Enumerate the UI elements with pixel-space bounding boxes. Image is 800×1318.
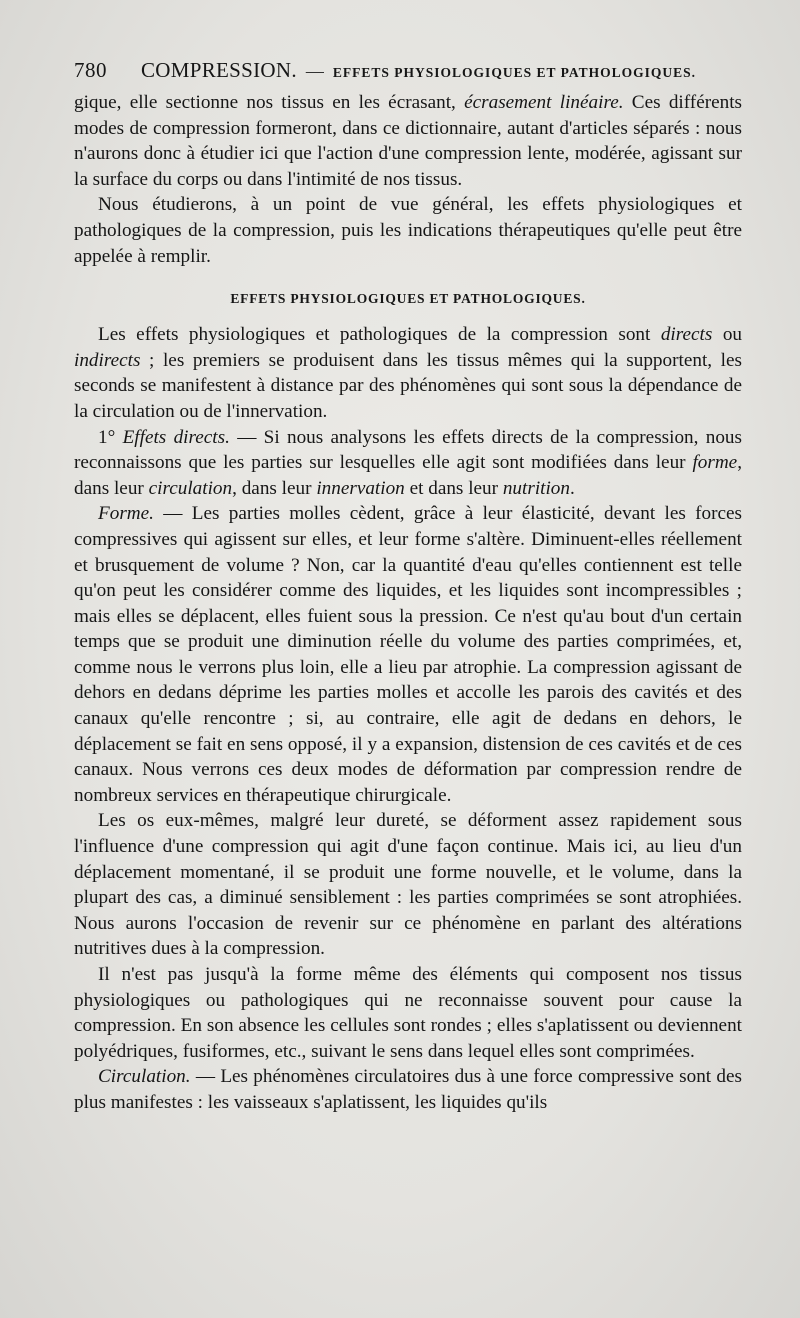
paragraph-4-text-k: . — [570, 477, 575, 499]
emphasis-forme: forme — [692, 452, 738, 474]
page-body — [74, 90, 742, 1116]
subheading-effets-directs: Effets directs. — [122, 426, 230, 448]
running-header — [74, 58, 742, 83]
paragraph-4-number: 1° — [98, 426, 123, 448]
page-number: 780 — [74, 58, 107, 82]
paragraph-1-emphasis: écrasement linéaire. — [464, 92, 624, 113]
paragraph-1-text-c: Ces différents modes de compression formeront, dans ce dictionnaire, autant d'articles séparés : nous n'aurons donc à étudier ici que l'action d'une compression lente, modérée, agissant sur la surface du corps ou dans l'intimité de nos tissus. — [74, 92, 743, 190]
paragraph-4-text-g: , dans leur — [232, 477, 317, 499]
paragraph-3-text-a: Les effets physiologiques et pathologiques de la compression sont — [98, 324, 661, 346]
header-section: EFFETS PHYSIOLOGIQUES ET PATHOLOGIQUES. — [332, 65, 696, 80]
subheading-circulation: Circulation. — [98, 1066, 191, 1088]
running-title: COMPRESSION. — [141, 58, 297, 82]
paragraph-5-text: — Les parties molles cèdent, grâce à leur élasticité, devant les forces compressives qui agissent sur elles, et leur forme s'altère. Diminuent-elles réellement et brusquement de volume ? Non, car la quantité d'eau qu'elles contiennent est telle qu'on peut les considérer comme des liquides, et les liquides sont incompressibles ; mais elles se déplacent, elles fuient sous la pression. Ce n'est qu'au bout d'un certain temps que se produit une diminution réelle du volume des parties comprimées, et, comme nous le verrons plus loin, elle a lieu par atrophie. La compression agissant de dehors en dedans déprime les parties molles et accolle les parois des cavités et des canaux qu'elle rencontre ; si, au contraire, elle agit de dedans en dehors, le déplacement se fait en sens opposé, il y a expansion, distension de ces cavités et de ces canaux. Nous verrons ces deux modes de déformation par compression rendre de nombreux services en thérapeutique chirurgicale. — [74, 503, 742, 806]
paragraph-4-text-i: et dans leur — [404, 477, 503, 499]
subheading-forme: Forme. — [98, 503, 154, 525]
paragraph-6: Les os eux-mêmes, malgré leur dureté, se déforment assez rapidement sous l'influence d'une compression qui agit d'une façon continue. Mais ici, au lieu d'un déplacement momentané, il se produit une forme nouvelle, et le volume, dans la plupart des cas, a diminué sensiblement : les parties comprimées se sont atrophiées. Nous aurons l'occasion de revenir sur ce phénomène en parlant des altérations nutritives dues à la compression. — [74, 810, 742, 960]
paragraph-3-text-e: ; les premiers se produisent dans les tissus mêmes qui la supportent, les seconds se manifestent à distance par des phénomènes qui sont sous la dépendance de la circulation ou de l'innervation. — [74, 349, 742, 422]
paragraph-3-emphasis-directs: directs — [660, 324, 713, 346]
paragraph-4-text-c: — Si nous analysons les effets directs de la compression, nous reconnaissons que les parties sur lesquelles elle agit sont modifiées dans leur — [74, 426, 742, 474]
paragraph-4-text-e: , dans leur — [74, 452, 742, 499]
paragraph-1 — [74, 90, 742, 192]
paragraph-1-text-a: gique, elle sectionne nos tissus en les écrasant, — [74, 92, 465, 113]
paragraph-8-text: — Les phénomènes circulatoires dus à une force compressive sont des plus manifestes : les vaisseaux s'aplatissent, les liquides qu'ils — [74, 1066, 742, 1113]
paragraph-4 — [74, 425, 742, 502]
header-dash: — — [305, 61, 324, 81]
section-heading: EFFETS PHYSIOLOGIQUES ET PATHOLOGIQUES. — [230, 291, 586, 307]
paragraph-3-emphasis-indirects: indirects — [74, 349, 141, 371]
emphasis-innervation: innervation — [316, 477, 405, 499]
paragraph-7: Il n'est pas jusqu'à la forme même des éléments qui composent nos tissus physiologiques ou pathologiques qui ne reconnaisse souvent pour cause la compression. En son absence les cellules sont rondes ; elles s'aplatissent ou deviennent polyédriques, fusiformes, etc., suivant le sens dans lequel elles sont comprimées. — [74, 964, 742, 1062]
paragraph-5 — [74, 501, 742, 808]
paragraph-3 — [74, 322, 742, 424]
paragraph-3-text-c: ou — [712, 324, 743, 346]
emphasis-circulation: circulation — [148, 477, 233, 499]
paragraph-8 — [74, 1064, 742, 1115]
emphasis-nutrition: nutrition — [502, 477, 570, 499]
paragraph-2: Nous étudierons, à un point de vue général, les effets physiologiques et pathologiques de la compression, puis les indications thérapeutiques qu'elle peut être appelée à remplir. — [74, 194, 742, 267]
